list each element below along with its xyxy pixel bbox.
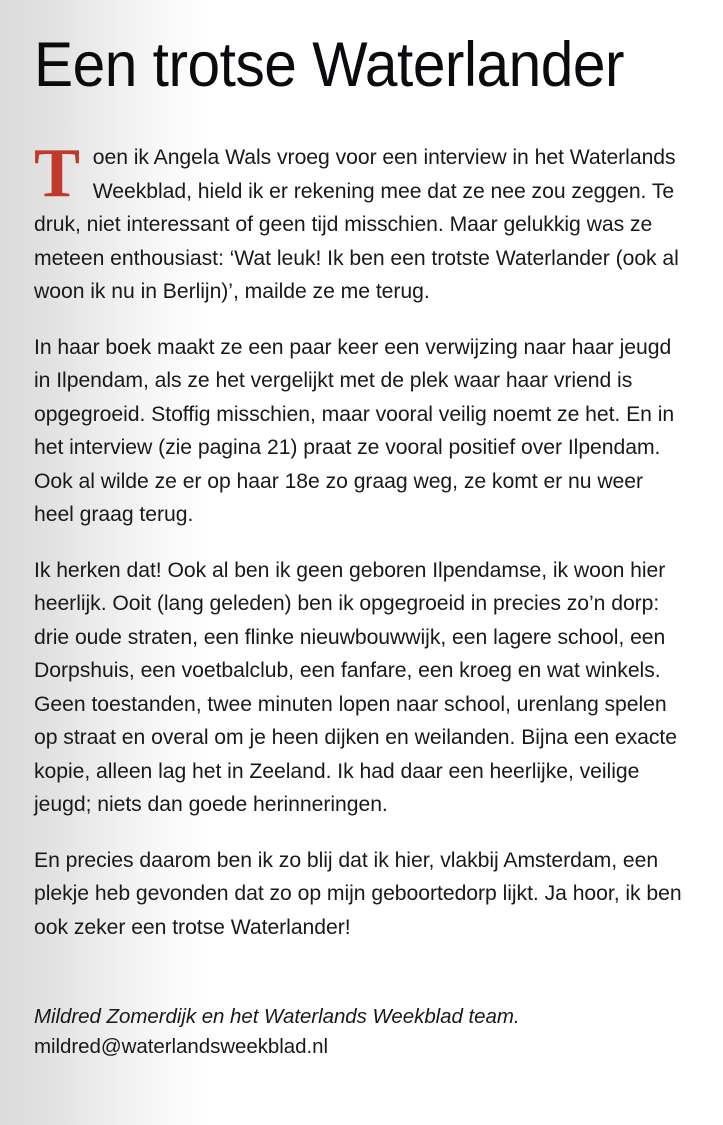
drop-cap-letter: T xyxy=(34,135,80,212)
signature-email[interactable]: mildred@waterlandsweekblad.nl xyxy=(34,1035,328,1058)
page-title: Een trotse Waterlander xyxy=(34,30,625,100)
paragraph-3: Ik herken dat! Ook al ben ik geen geboren Ilpendamse, ik woon hier heerlijk. Ooit (lang geleden) ben ik opgegroeid in precies zo’n dorp: drie oude straten, een flinke nieuwbouwwijk, een lagere school, een Dorpshuis, een voetbalclub, een fanfare, een kroeg en wat winkels. Geen toestanden, twee minuten lopen naar school, urenlang spelen op straat en overal om je heen dijken en weilanden. Bijna een exacte kopie, alleen lag het in Zeeland. Ik had daar een heerlijke, veilige jeugd; niets dan goede herinneringen. xyxy=(34,557,677,816)
paragraph-1 xyxy=(34,135,684,309)
article-body xyxy=(34,135,694,944)
paragraph-1-text: oen ik Angela Wals vroeg voor een interview in het Waterlands Weekblad, hield ik er rekening mee dat ze nee zou zeggen. Te druk, niet interessant of geen tijd misschien. Maar gelukkig was ze meteen enthousiast: ‘Wat leuk! Ik ben een trotste Waterlander (ook al woon ik nu in Berlijn)’, mailde ze me terug. xyxy=(34,145,679,303)
paragraph-2: In haar boek maakt ze een paar keer een verwijzing naar haar jeugd in Ilpendam, als ze het vergelijkt met de plek waar haar vriend is opgegroeid. Stoffig misschien, maar vooral veilig noemt ze het. En in het interview (zie pagina 21) praat ze vooral positief over Ilpendam. Ook al wilde ze er op haar 18e zo graag weg, ze komt er nu weer heel graag terug. xyxy=(34,334,675,526)
paragraph-4: En precies daarom ben ik zo blij dat ik hier, vlakbij Amsterdam, een plekje heb gevonden dat zo op mijn geboortedorp lijkt. Ja hoor, ik ben ook zeker een trotse Waterlander! xyxy=(34,847,682,939)
signature-block xyxy=(34,1002,694,1062)
signature-author: Mildred Zomerdijk en het Waterlands Weekblad team. xyxy=(34,1005,520,1028)
